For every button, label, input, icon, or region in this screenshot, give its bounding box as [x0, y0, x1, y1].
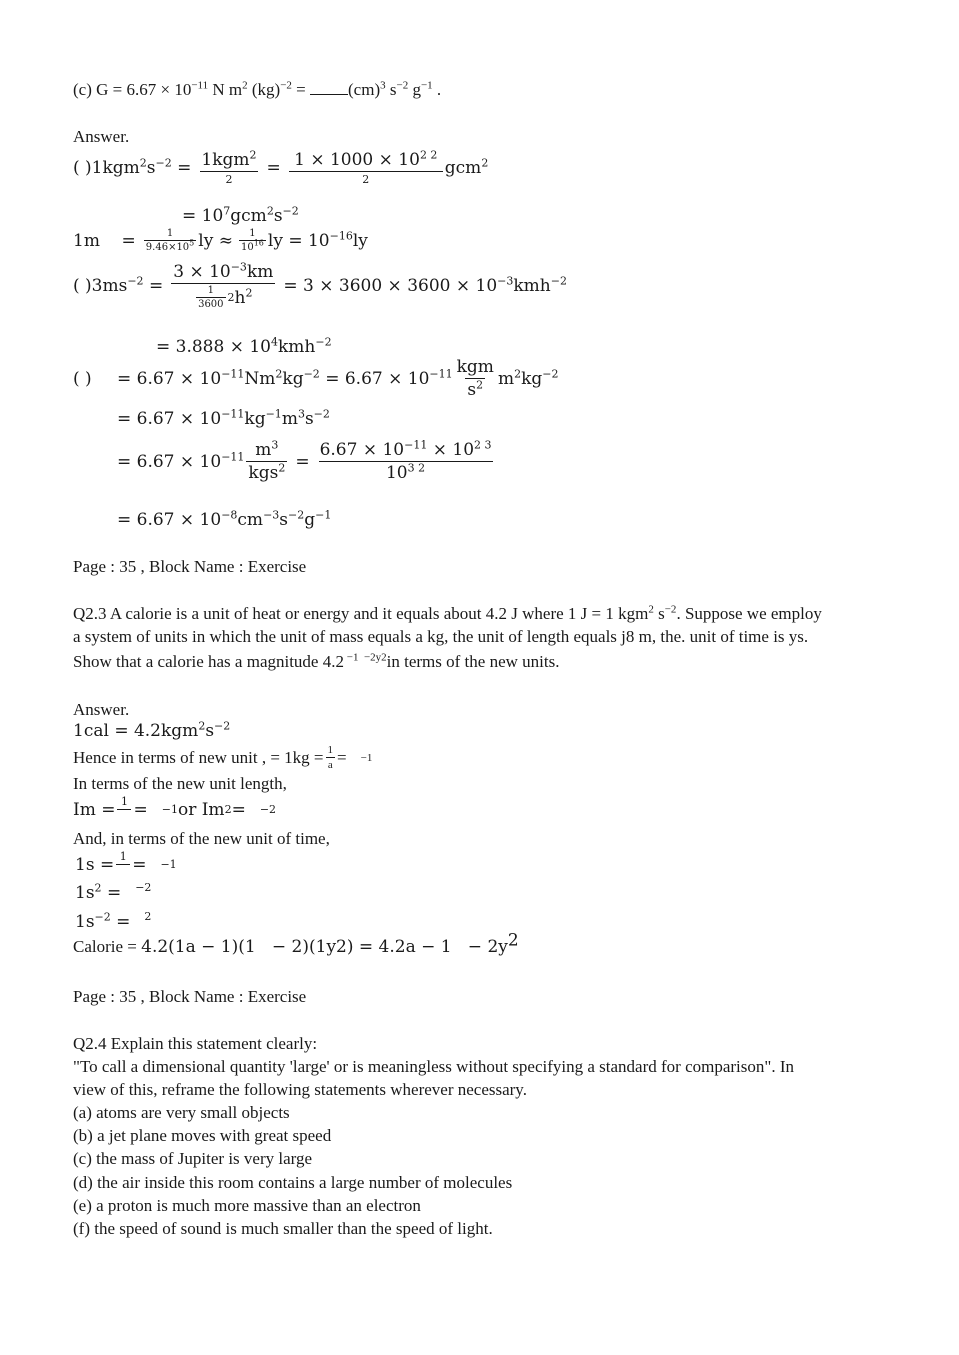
answer-label-2: Answer.: [73, 700, 130, 719]
q24-item-a: (a) atoms are very small objects: [73, 1103, 290, 1122]
math-line-c: 1m = $\frac{1}{9.46\times 10^5}$ ly ≈ $\frac{1}{10^{16}}$ ly = $10^{-16}ly$: [73, 228, 368, 253]
q24-item-c: (c) the mass of Jupiter is very large: [73, 1149, 313, 1168]
a2-line-8: $1s^{-2} = ^2$: [75, 910, 152, 932]
q24-quote-line-1: "To call a dimensional quantity 'large' or is meaningless without specifying a standard for comparison". In: [73, 1057, 794, 1076]
a2-line-3: In terms of the new unit length,: [73, 774, 287, 793]
a2-line-7: $1s^2 = ^{-2}$: [75, 881, 152, 903]
q23-line-2: a system of units in which the unit of mass equals a kg, the unit of length equals j8 m, the. unit of time is ys.: [73, 627, 809, 646]
a2-line-9: Calorie = $4.2(1a - 1)(1 - 2)(1y2) = 4.2a - 1 - 2y^2$: [73, 930, 519, 957]
q24-item-b: (b) a jet plane moves with great speed: [73, 1126, 332, 1145]
math-line-f: ( ) = $6.67 \times 10^{-11}Nm^2kg^{-2} = 6.67 \times 10^{-11}$ $\frac{\text{kgm}}{s^2}$ $m^2kg^{-2}$: [73, 357, 559, 400]
a2-line-6: 1s = 1 = −1: [75, 850, 177, 879]
q24-title: Q2.4 Explain this statement clearly:: [73, 1034, 318, 1053]
math-line-a: ( )$1kgm^2s^{-2}$ = $\frac{1kgm^2}{2}$ = $\frac{1 \times 1000 \times 10^{2 2}}{2}$ gcm$^2$: [73, 148, 489, 186]
q24-item-e: (e) a proton is much more massive than an electron: [73, 1196, 421, 1215]
q23-line-3: Show that a calorie has a magnitude 4.2 $^{-1 -2y2}$in terms of the new units.: [73, 651, 560, 671]
answer-label-1: Answer.: [73, 127, 130, 146]
page-reference-2: Page : 35 , Block Name : Exercise: [73, 987, 307, 1006]
math-line-i: = $6.67 \times 10^{-8}cm^{-3}s^{-2}g^{-1}$: [117, 508, 332, 530]
math-line-g: = $6.67 \times 10^{-11}kg^{-1}m^3s^{-2}$: [117, 407, 330, 429]
q23-line-1: Q2.3 A calorie is a unit of heat or energy and it equals about 4.2 J where 1 J = 1 kgm$^2$ $s^{-2}$. Suppose we employ: [73, 603, 822, 623]
math-line-d: ( )$3ms^{-2}$ = $3 \times 10^{-3}km$ $\frac{1}{3600}$ 2 $h^2$ = $3 \times 3600 \times 3600 \times 10^{-3}kmh^{-2}$: [73, 260, 567, 310]
q24-item-d: (d) the air inside this room contains a large number of molecules: [73, 1173, 513, 1192]
page-reference-1: Page : 35 , Block Name : Exercise: [73, 557, 307, 576]
math-line-e: = $3.888 \times 10^4kmh^{-2}$: [156, 335, 332, 357]
q24-quote-line-2: view of this, reframe the following statements wherever necessary.: [73, 1080, 527, 1099]
a2-line-2: Hence in terms of new unit , = 1kg = $\frac{1}{a}$ = −1: [73, 744, 373, 771]
a2-line-1: $1cal = 4.2kgm^2s^{-2}$: [73, 719, 231, 741]
q24-item-f: (f) the speed of sound is much smaller than the speed of light.: [73, 1219, 493, 1238]
math-line-b: = $10^7gcm^2s^{-2}$: [182, 204, 299, 226]
answer-blank: [310, 82, 348, 95]
a2-line-4: Im = 1 = −1 or Im 2 = −2: [73, 795, 276, 824]
a2-line-5: And, in terms of the new unit of time,: [73, 829, 330, 848]
math-line-h: = $6.67 \times 10^{-11}$ $\frac{m^3}{kgs^2}$ = $\frac{6.67 \times 10^{-11} \times 10^{2 3}}{10^{3 2}}$: [117, 438, 492, 483]
q22c-statement: (c) $G = 6.67 \times 10^{-11}$ N $m^2$ (kg)$^{-2}$ = (cm)$^3$ $s^{-2}$ $g^{-1}$ .: [73, 79, 442, 99]
